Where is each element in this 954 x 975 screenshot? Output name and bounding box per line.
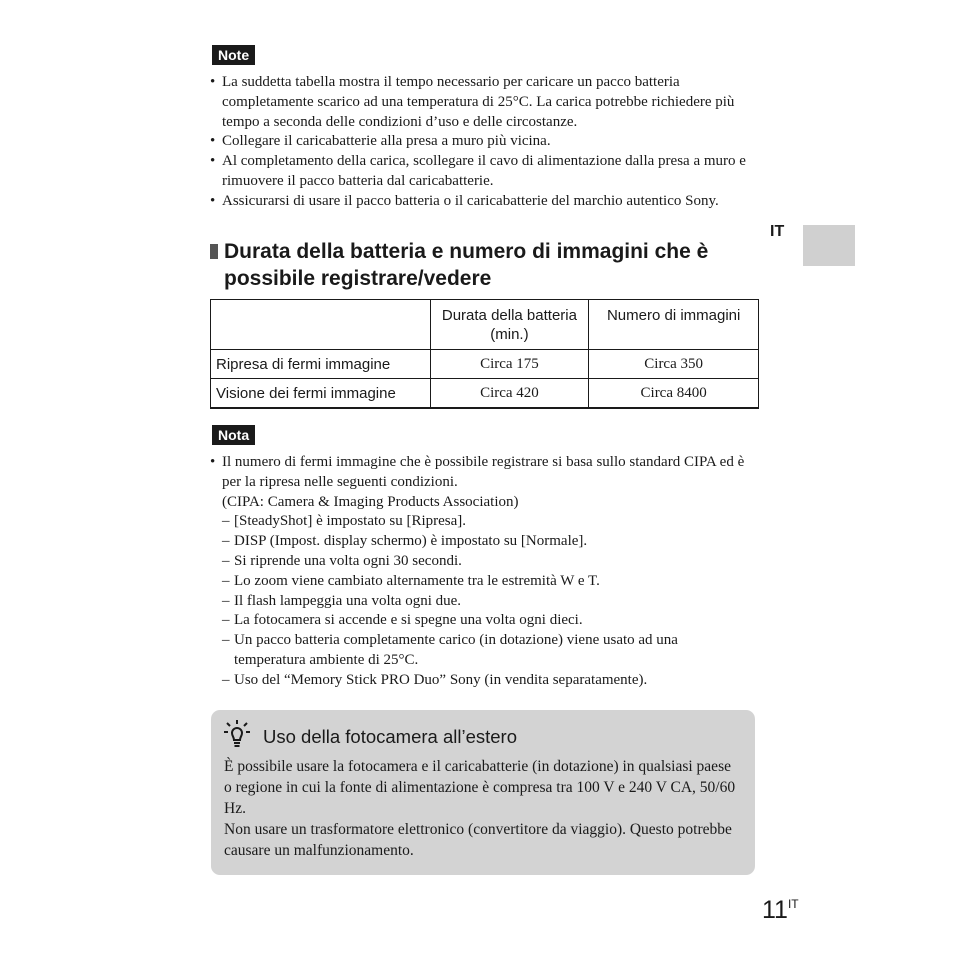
heading-line-2: possibile registrare/vedere xyxy=(224,267,492,290)
tip-paragraph: È possibile usare la fotocamera e il caricabatterie (in dotazione) in qualsiasi paese o regione in cui la fonte di alimentazione è compresa tra 100 V e 240 V CA, 50/60 Hz. xyxy=(224,758,736,817)
page-number-suffix: IT xyxy=(787,897,799,911)
note-item: • La suddetta tabella mostra il tempo necessario per caricare un pacco batteria completamente scarico ad una temperatura di 25°C. La carica potrebbe richiedere più tempo a seconda delle condizioni d’uso e delle circostanze. xyxy=(210,73,762,132)
heading-line-1: Durata della batteria e numero di immagini che è xyxy=(224,240,709,263)
table-header-cell: Numero di immagini xyxy=(589,300,759,350)
language-tab xyxy=(803,225,855,266)
tip-title: Uso della fotocamera all’estero xyxy=(263,726,517,747)
note-item: • Assicurarsi di usare il pacco batteria o il caricabatterie del marchio autentico Sony. xyxy=(210,192,762,212)
language-tab-label: IT xyxy=(770,223,785,240)
note-label: Note xyxy=(212,45,255,65)
list-item: – Si riprende una volta ogni 30 secondi. xyxy=(222,552,762,572)
table-cell: Circa 350 xyxy=(589,350,759,379)
nota-intro-text: Il numero di fermi immagine che è possibile registrare si basa sullo standard CIPA ed è per la ripresa nelle seguenti condizioni. xyxy=(222,454,745,490)
condition-list xyxy=(210,512,762,690)
section-heading xyxy=(210,238,770,292)
table-cell: Circa 8400 xyxy=(589,379,759,409)
table-row xyxy=(211,350,759,379)
table-cell: Circa 175 xyxy=(430,350,589,379)
list-item: – La fotocamera si accende e si spegne una volta ogni dieci. xyxy=(222,611,762,631)
tip-body xyxy=(224,756,740,861)
nota-label: Nota xyxy=(212,425,255,445)
note-list xyxy=(210,73,762,212)
tip-paragraph: Non usare un trasformatore elettronico (convertitore da viaggio). Questo potrebbe causare un malfunzionamento. xyxy=(224,821,732,859)
nota-cipa-text: (CIPA: Camera & Imaging Products Association) xyxy=(222,493,519,510)
note-item: • Al completamento della carica, scollegare il cavo di alimentazione dalla presa a muro e rimuovere il pacco batteria dal caricabatterie. xyxy=(210,152,762,192)
list-item: – Lo zoom viene cambiato alternamente tra le estremità W e T. xyxy=(222,572,762,592)
table-cell: Visione dei fermi immagine xyxy=(211,379,431,409)
list-item: – Uso del “Memory Stick PRO Duo” Sony (in vendita separatamente). xyxy=(222,671,762,691)
page-number-value: 11 xyxy=(762,896,788,924)
heading-marker-icon xyxy=(210,244,218,259)
note-item: • Collegare il caricabatterie alla presa a muro più vicina. xyxy=(210,132,762,152)
table-header-row xyxy=(211,300,759,350)
table-header-cell: Durata della batteria (min.) xyxy=(430,300,589,350)
nota-intro xyxy=(210,453,762,512)
lightbulb-icon xyxy=(224,719,250,749)
list-item: – Il flash lampeggia una volta ogni due. xyxy=(222,592,762,612)
nota-list xyxy=(210,453,762,512)
battery-table xyxy=(210,299,759,409)
list-item: – DISP (Impost. display schermo) è impostato su [Normale]. xyxy=(222,532,762,552)
table-cell: Ripresa di fermi immagine xyxy=(211,350,431,379)
list-item: – [SteadyShot] è impostato su [Ripresa]. xyxy=(222,512,762,532)
nota-block xyxy=(210,453,762,691)
tip-box xyxy=(211,710,755,875)
table-row xyxy=(211,379,759,409)
list-item: – Un pacco batteria completamente carico (in dotazione) viene usato ad una temperatura ambiente di 25°C. xyxy=(222,631,724,671)
table-header-cell xyxy=(211,300,431,350)
table-cell: Circa 420 xyxy=(430,379,589,409)
page-number xyxy=(762,896,799,925)
